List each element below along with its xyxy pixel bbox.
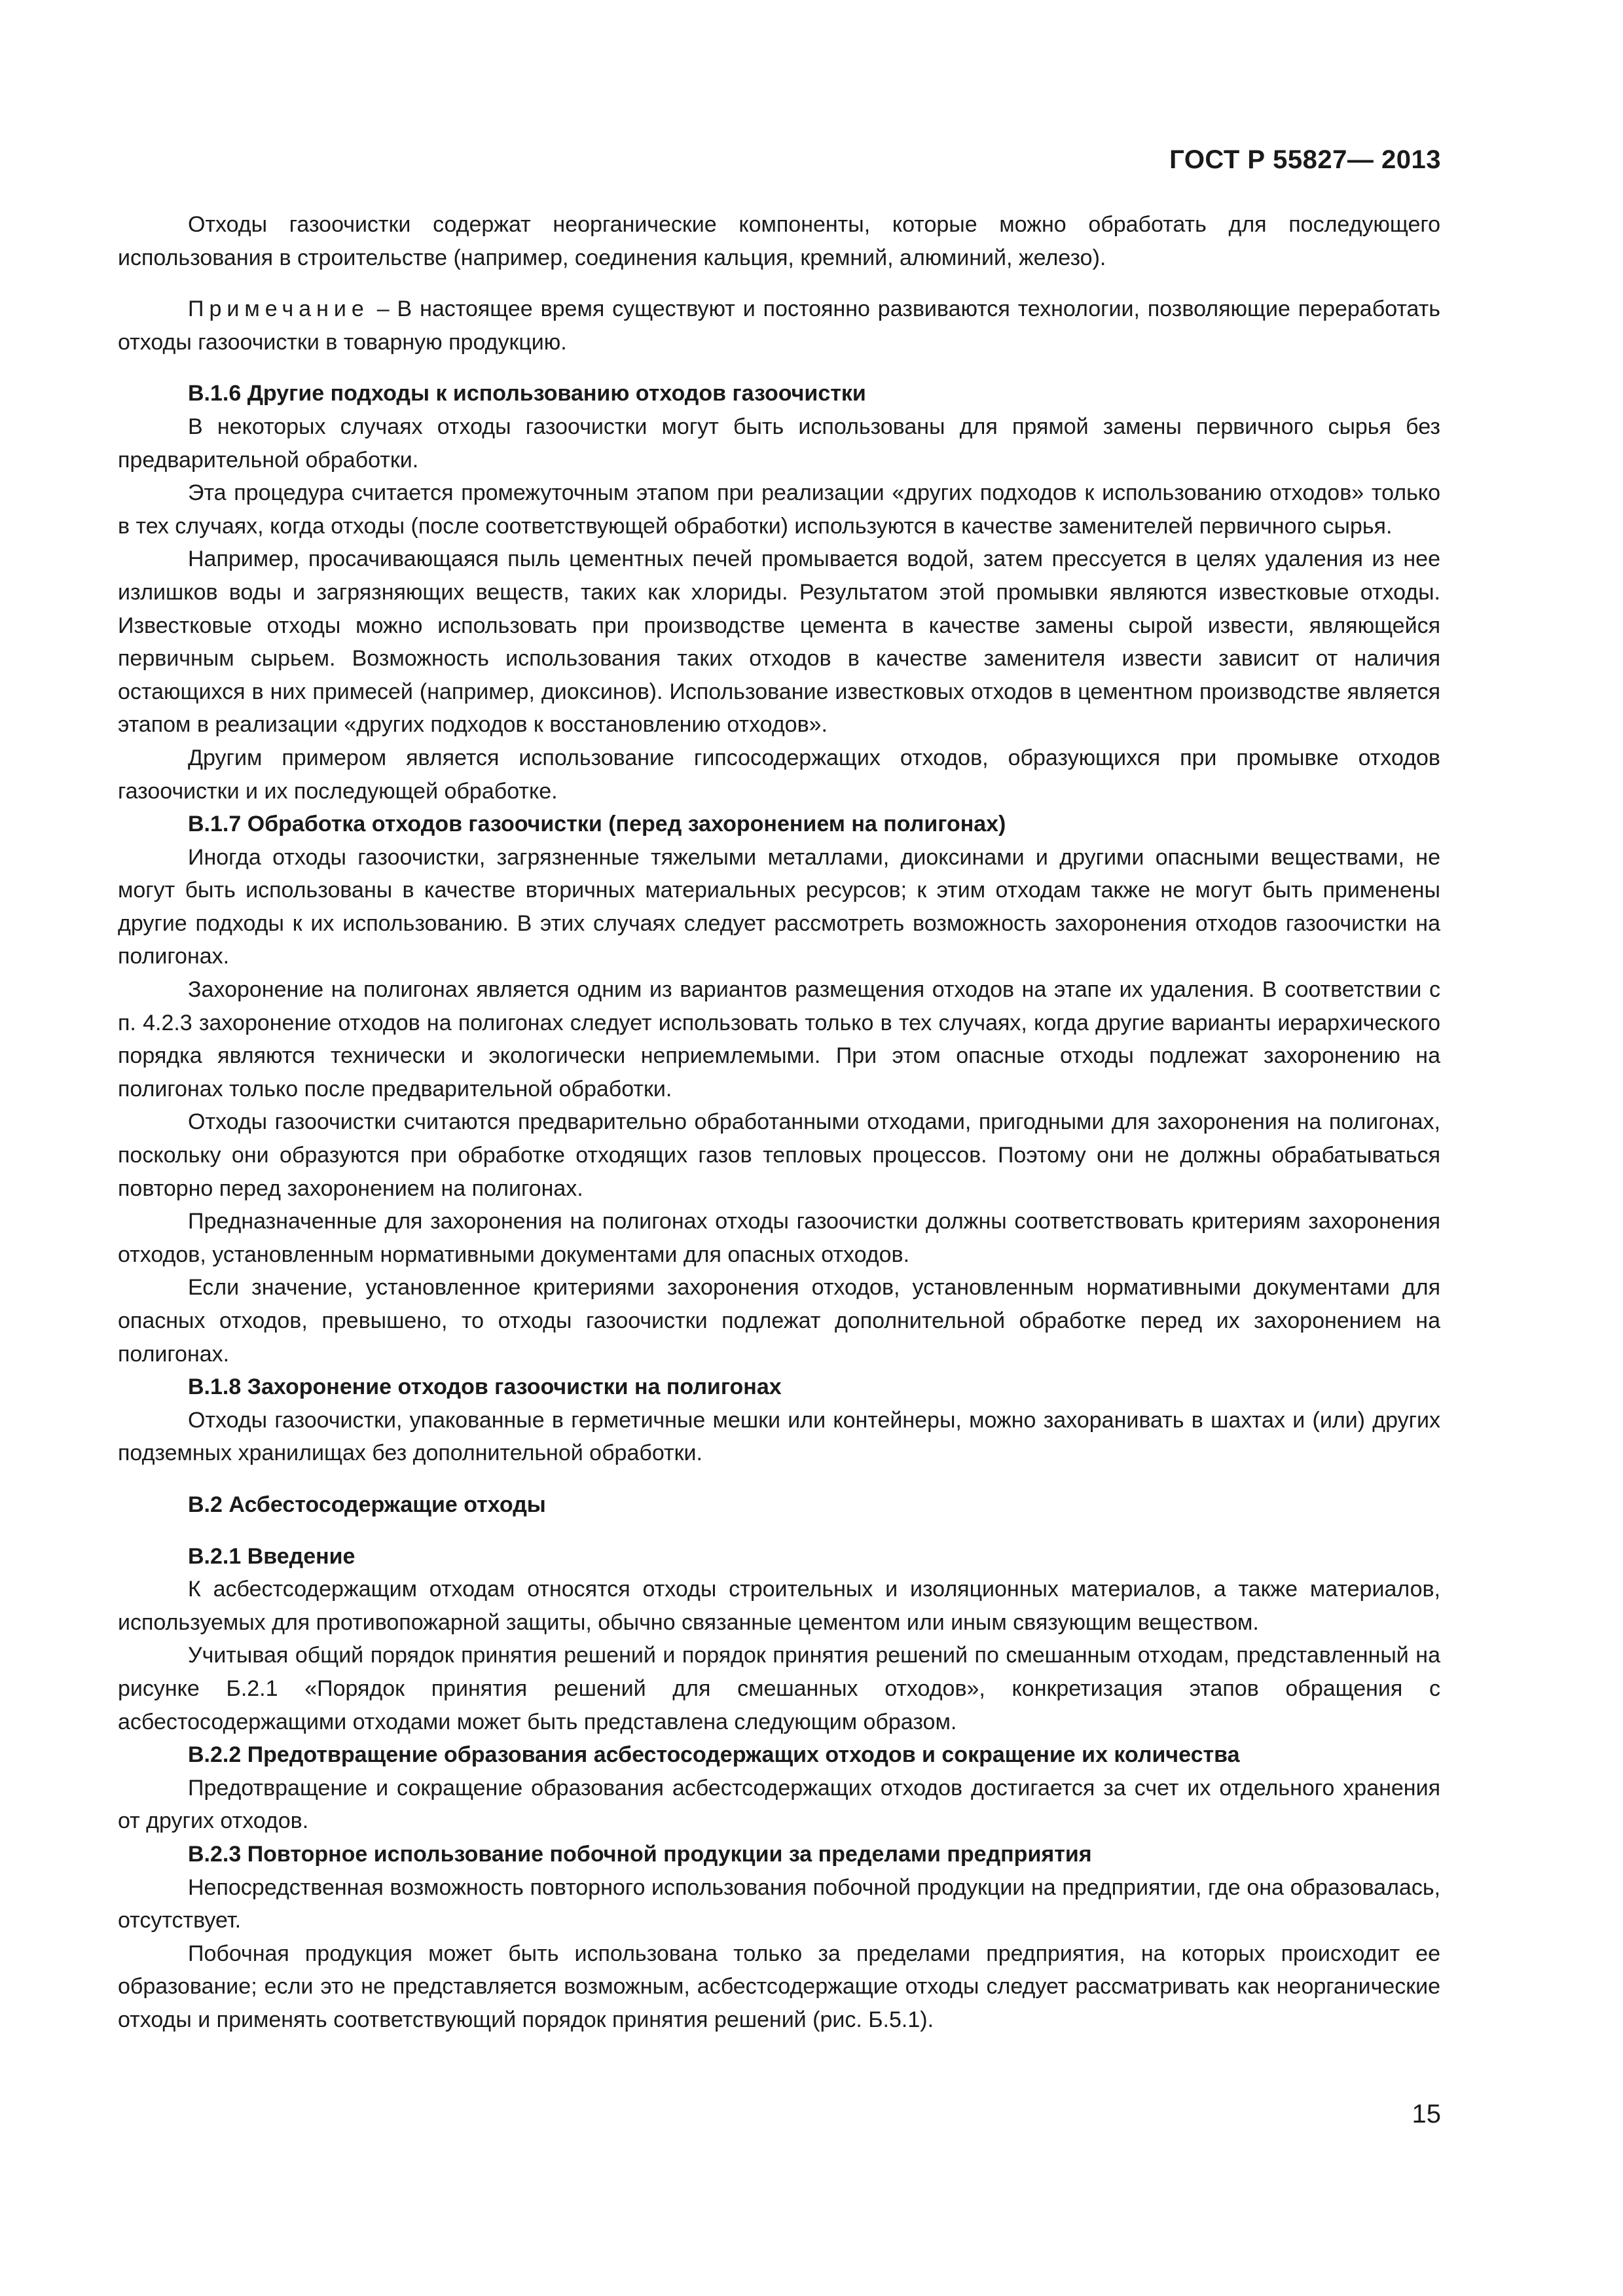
document-body	[118, 208, 1440, 2036]
paragraph: Отходы газоочистки, упакованные в герметичные мешки или контейнеры, можно захоранивать в шахтах и (или) других подземных хранилищах без дополнительной обработки.	[118, 1407, 1440, 1466]
paragraph: Другим примером является использование гипсосодержащих отходов, образующихся при промывке отходов газоочистки и их последующей обработке.	[118, 745, 1440, 804]
paragraph: Учитывая общий порядок принятия решений и порядок принятия решений по смешанным отходам, представленный на рисунке Б.2.1 «Порядок принятия решений для смешанных отходов», конкретизация этапов обращения с асбестосодержащими отходами может быть представлена следующим образом.	[118, 1643, 1440, 1734]
section-heading-b16: В.1.6 Другие подходы к использованию отходов газоочистки	[188, 381, 866, 406]
paragraph: Непосредственная возможность повторного использования побочной продукции на предприятии, где она образовалась, отсутствует.	[118, 1874, 1440, 1933]
paragraph: Захоронение на полигонах является одним из вариантов размещения отходов на этапе их удаления. В соответствии с п. 4.2.3 захоронение отходов на полигонах следует использовать только в тех случаях, когда другие варианты иерархического порядка являются технически и экологически неприемлемыми. При этом опасные отходы подлежат захоронению на полигонах только после предварительной обработки.	[118, 977, 1440, 1102]
paragraph: Предназначенные для захоронения на полигонах отходы газоочистки должны соответствовать критериям захоронения отходов, установленным нормативными документами для опасных отходов.	[118, 1209, 1440, 1267]
note	[118, 293, 1440, 359]
paragraph: Эта процедура считается промежуточным этапом при реализации «других подходов к использованию отходов» только в тех случаях, когда отходы (после соответствующей обработки) используются в качестве заменителей первичного сырья.	[118, 480, 1440, 539]
section-heading-b2: В.2 Асбестосодержащие отходы	[188, 1492, 546, 1517]
paragraph: Иногда отходы газоочистки, загрязненные тяжелыми металлами, диоксинами и другими опасными веществами, не могут быть использованы в качестве вторичных материальных ресурсов; к этим отходам также не могут быть применены другие подходы к их использованию. В этих случаях следует рассмотреть возможность захоронения отходов газоочистки на полигонах.	[118, 844, 1440, 969]
note-label: Примечание	[188, 296, 369, 322]
note-text: – В настоящее время существуют и постоянно развиваются технологии, позволяющие переработать отходы газоочистки в товарную продукцию.	[118, 296, 1440, 355]
section-heading-b22: В.2.2 Предотвращение образования асбестосодержащих отходов и сокращение их количества	[188, 1742, 1240, 1768]
section-heading-b23: В.2.3 Повторное использование побочной продукции за пределами предприятия	[188, 1841, 1092, 1867]
paragraph: Побочная продукция может быть использована только за пределами предприятия, на которых происходит ее образование; если это не представляется возможным, асбестсодержащие отходы следует рассматривать как неорганические отходы и применять соответствующий порядок принятия решений (рис. Б.5.1).	[118, 1941, 1440, 2032]
paragraph: К асбестсодержащим отходам относятся отходы строительных и изоляционных материалов, а также материалов, используемых для противопожарной защиты, обычно связанные цементом или иным связующим веществом.	[118, 1577, 1440, 1635]
section-heading-b17: В.1.7 Обработка отходов газоочистки (перед захоронением на полигонах)	[188, 812, 1006, 837]
paragraph: Отходы газоочистки считаются предварительно обработанными отходами, пригодными для захоронения на полигонах, поскольку они образуются при обработке отходящих газов тепловых процессов. Поэтому они не должны обрабатываться повторно перед захоронением на полигонах.	[118, 1109, 1440, 1201]
paragraph: Например, просачивающаяся пыль цементных печей промывается водой, затем прессуется в целях удаления из нее излишков воды и загрязняющих веществ, таких как хлориды. Результатом этой промывки являются известковые отходы. Известковые отходы можно использовать при производстве цемента в качестве замены сырой извести, являющейся первичным сырьем. Возможность использования таких отходов в качестве заменителя извести зависит от наличия остающихся в них примесей (например, диоксинов). Использование известковых отходов в цементном производстве является этапом в реализации «других подходов к восстановлению отходов».	[118, 547, 1440, 738]
paragraph: Предотвращение и сокращение образования асбестсодержащих отходов достигается за счет их отдельного хранения от других отходов.	[118, 1775, 1440, 1834]
paragraph: В некоторых случаях отходы газоочистки могут быть использованы для прямой замены первичного сырья без предварительной обработки.	[118, 414, 1440, 473]
paragraph: Если значение, установленное критериями захоронения отходов, установленным нормативными документами для опасных отходов, превышено, то отходы газоочистки подлежат дополнительной обработке перед их захоронением на полигонах.	[118, 1275, 1440, 1367]
page-number: 15	[1412, 2100, 1441, 2128]
paragraph: Отходы газоочистки содержат неорганические компоненты, которые можно обработать для последующего использования в строительстве (например, соединения кальция, кремний, алюминий, железо).	[118, 212, 1440, 270]
section-heading-b18: В.1.8 Захоронение отходов газоочистки на полигонах	[188, 1374, 782, 1400]
section-heading-b21: В.2.1 Введение	[188, 1543, 356, 1569]
document-id: ГОСТ Р 55827— 2013	[1169, 145, 1441, 174]
